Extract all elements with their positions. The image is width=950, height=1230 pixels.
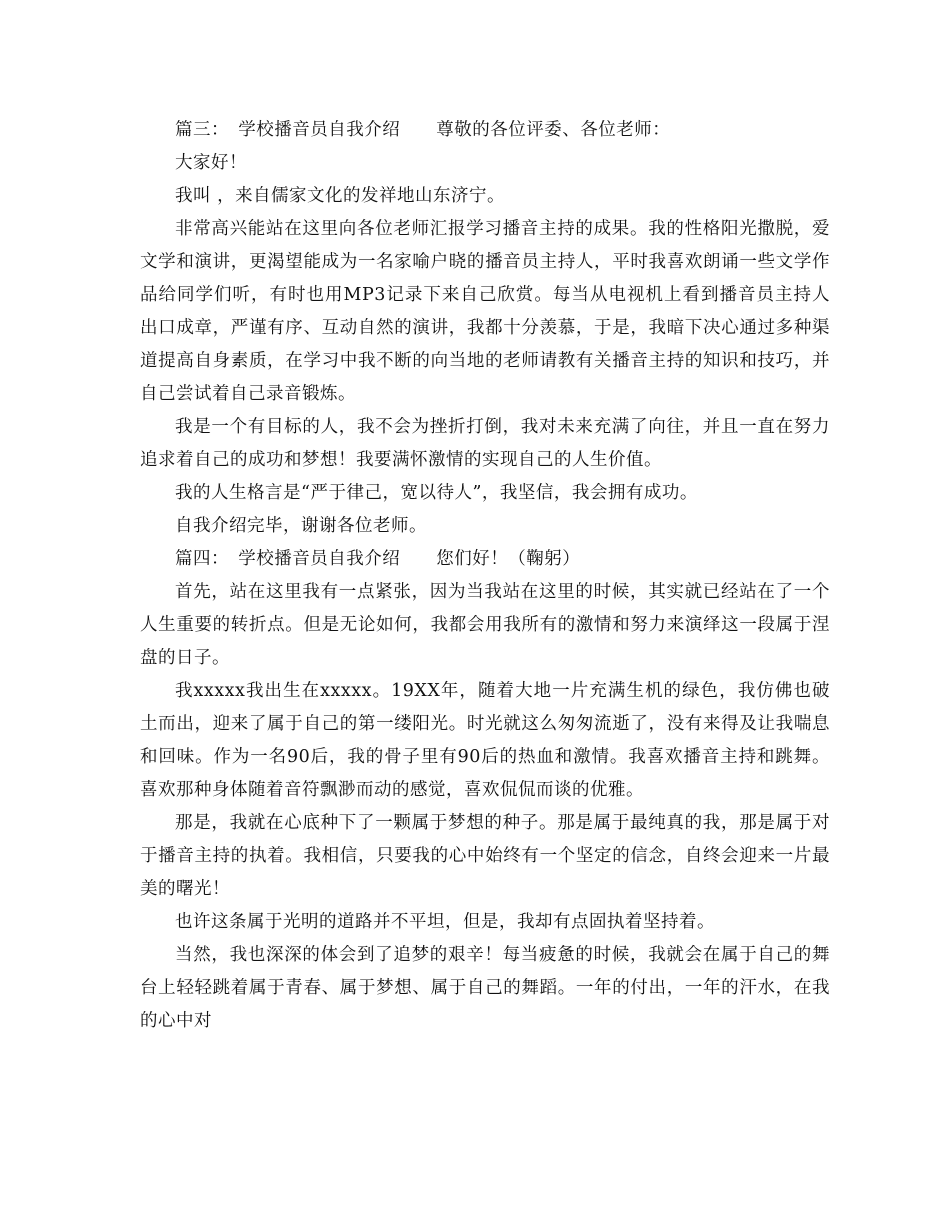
paragraph-name-origin: 我叫 ，来自儒家文化的发祥地山东济宁。 [175, 186, 506, 206]
paragraph-dream-seed: 那是，我就在心底种下了一颗属于梦想的种子。那是属于最纯真的我，那是属于对于播音主持的执着。我相信，只要我的心中始终有一个坚定的信念，自终会迎来一片最美的曙光！ [140, 813, 830, 899]
paragraph-goals: 我是一个有目标的人，我不会为挫折打倒，我对未来充满了向往，并且一直在努力追求着自己的成功和梦想！我要满怀激情的实现自己的人生价值。 [140, 417, 830, 470]
paragraph-closing: 自我介绍完毕，谢谢各位老师。 [175, 516, 427, 536]
paragraph-heading-part4: 篇四： 学校播音员自我介绍 您们好！（鞠躬） [175, 549, 581, 569]
document-body [140, 114, 830, 1038]
paragraph-road: 也许这条属于光明的道路并不平坦，但是，我却有点固执着坚持着。 [175, 912, 715, 932]
paragraph-heading-part3: 篇三： 学校播音员自我介绍 尊敬的各位评委、各位老师： [175, 120, 671, 140]
paragraph-personality: 非常高兴能站在这里向各位老师汇报学习播音主持的成果。我的性格阳光撒脱，爱文学和演讲，更渴望能成为一名家喻户晓的播音员主持人，平时我喜欢朗诵一些文学作品给同学们听，有时也用MP3记录下来自己欣赏。每当从电视机上看到播音员主持人出口成章，严谨有序、互动自然的演讲，我都十分羡慕，于是，我暗下决心通过多种渠道提高自身素质，在学习中我不断的向当地的老师请教有关播音主持的知识和技巧，并自己尝试着自己录音锻炼。 [140, 219, 830, 404]
paragraph-nervous: 首先，站在这里我有一点紧张，因为当我站在这里的时候，其实就已经站在了一个人生重要的转折点。但是无论如何，我都会用我所有的激情和努力来演绎这一段属于涅盘的日子。 [140, 582, 830, 668]
paragraph-greeting: 大家好！ [175, 153, 247, 173]
paragraph-motto: 我的人生格言是“严于律己，宽以待人”，我坚信，我会拥有成功。 [175, 483, 698, 503]
paragraph-birth: 我xxxxx我出生在xxxxx。19XX年，随着大地一片充满生机的绿色，我仿佛也破土而出，迎来了属于自己的第一缕阳光。时光就这么匆匆流逝了，没有来得及让我喘息和回味。作为一名90后，我的骨子里有90后的热血和激情。我喜欢播音主持和跳舞。喜欢那种身体随着音符飘渺而动的感觉，喜欢侃侃而谈的优雅。 [140, 681, 830, 800]
paragraph-hardship: 当然，我也深深的体会到了追梦的艰辛！每当疲惫的时候，我就会在属于自己的舞台上轻轻跳着属于青春、属于梦想、属于自己的舞蹈。一年的付出，一年的汗水，在我的心中对 [140, 945, 830, 1031]
